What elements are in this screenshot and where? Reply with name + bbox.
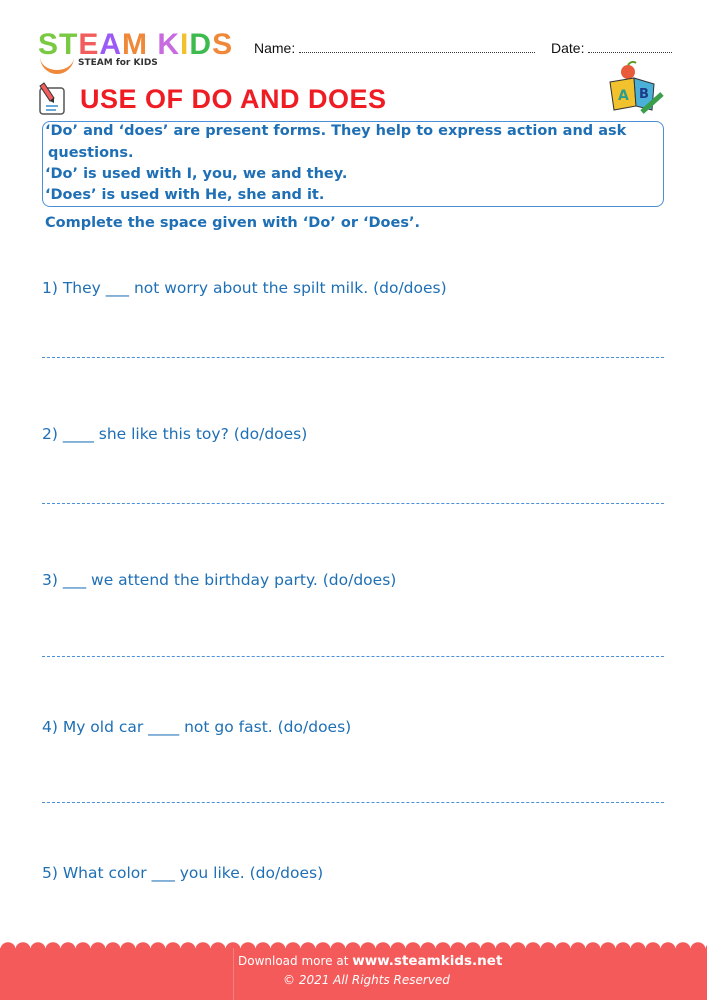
info-line: ‘Do’ and ‘does’ are present forms. They help to express action and ask <box>45 123 627 139</box>
logo-swoosh-icon <box>40 56 74 74</box>
logo-subtitle: STEAM for KIDS <box>78 58 158 68</box>
question-4: 4) My old car ____ not go fast. (do/does) <box>42 718 352 736</box>
svg-text:A: A <box>618 88 629 104</box>
answer-line-2[interactable] <box>42 503 664 504</box>
svg-text:B: B <box>639 87 649 102</box>
info-line: ‘Does’ is used with He, she and it. <box>45 187 325 203</box>
info-line: ‘Do’ is used with I, you, we and they. <box>45 166 348 182</box>
footer-divider <box>233 948 234 1000</box>
question-1: 1) They ___ not worry about the spilt milk. (do/does) <box>42 279 447 297</box>
answer-line-4[interactable] <box>42 802 664 803</box>
date-label: Date: <box>551 40 585 56</box>
instruction: Complete the space given with ‘Do’ or ‘Does’. <box>45 215 421 231</box>
name-label: Name: <box>254 40 296 56</box>
abc-book-icon <box>606 60 664 116</box>
question-3: 3) ___ we attend the birthday party. (do/does) <box>42 571 397 589</box>
footer-download: Download more at www.steamkids.net <box>238 953 503 969</box>
date-field[interactable] <box>551 40 672 56</box>
footer-copyright: © 2021 All Rights Reserved <box>283 973 450 987</box>
answer-line-3[interactable] <box>42 656 664 657</box>
answer-line-1[interactable] <box>42 357 664 358</box>
info-line: questions. <box>48 145 134 161</box>
name-field[interactable] <box>254 40 535 56</box>
pencil-paper-icon <box>36 82 68 116</box>
steam-kids-logo: STEAM KIDS STEAM for KIDS <box>38 30 238 74</box>
question-2: 2) ____ she like this toy? (do/does) <box>42 425 308 443</box>
question-5: 5) What color ___ you like. (do/does) <box>42 864 324 882</box>
page-title: USE OF DO AND DOES <box>80 84 387 114</box>
footer-url[interactable]: www.steamkids.net <box>352 953 503 969</box>
